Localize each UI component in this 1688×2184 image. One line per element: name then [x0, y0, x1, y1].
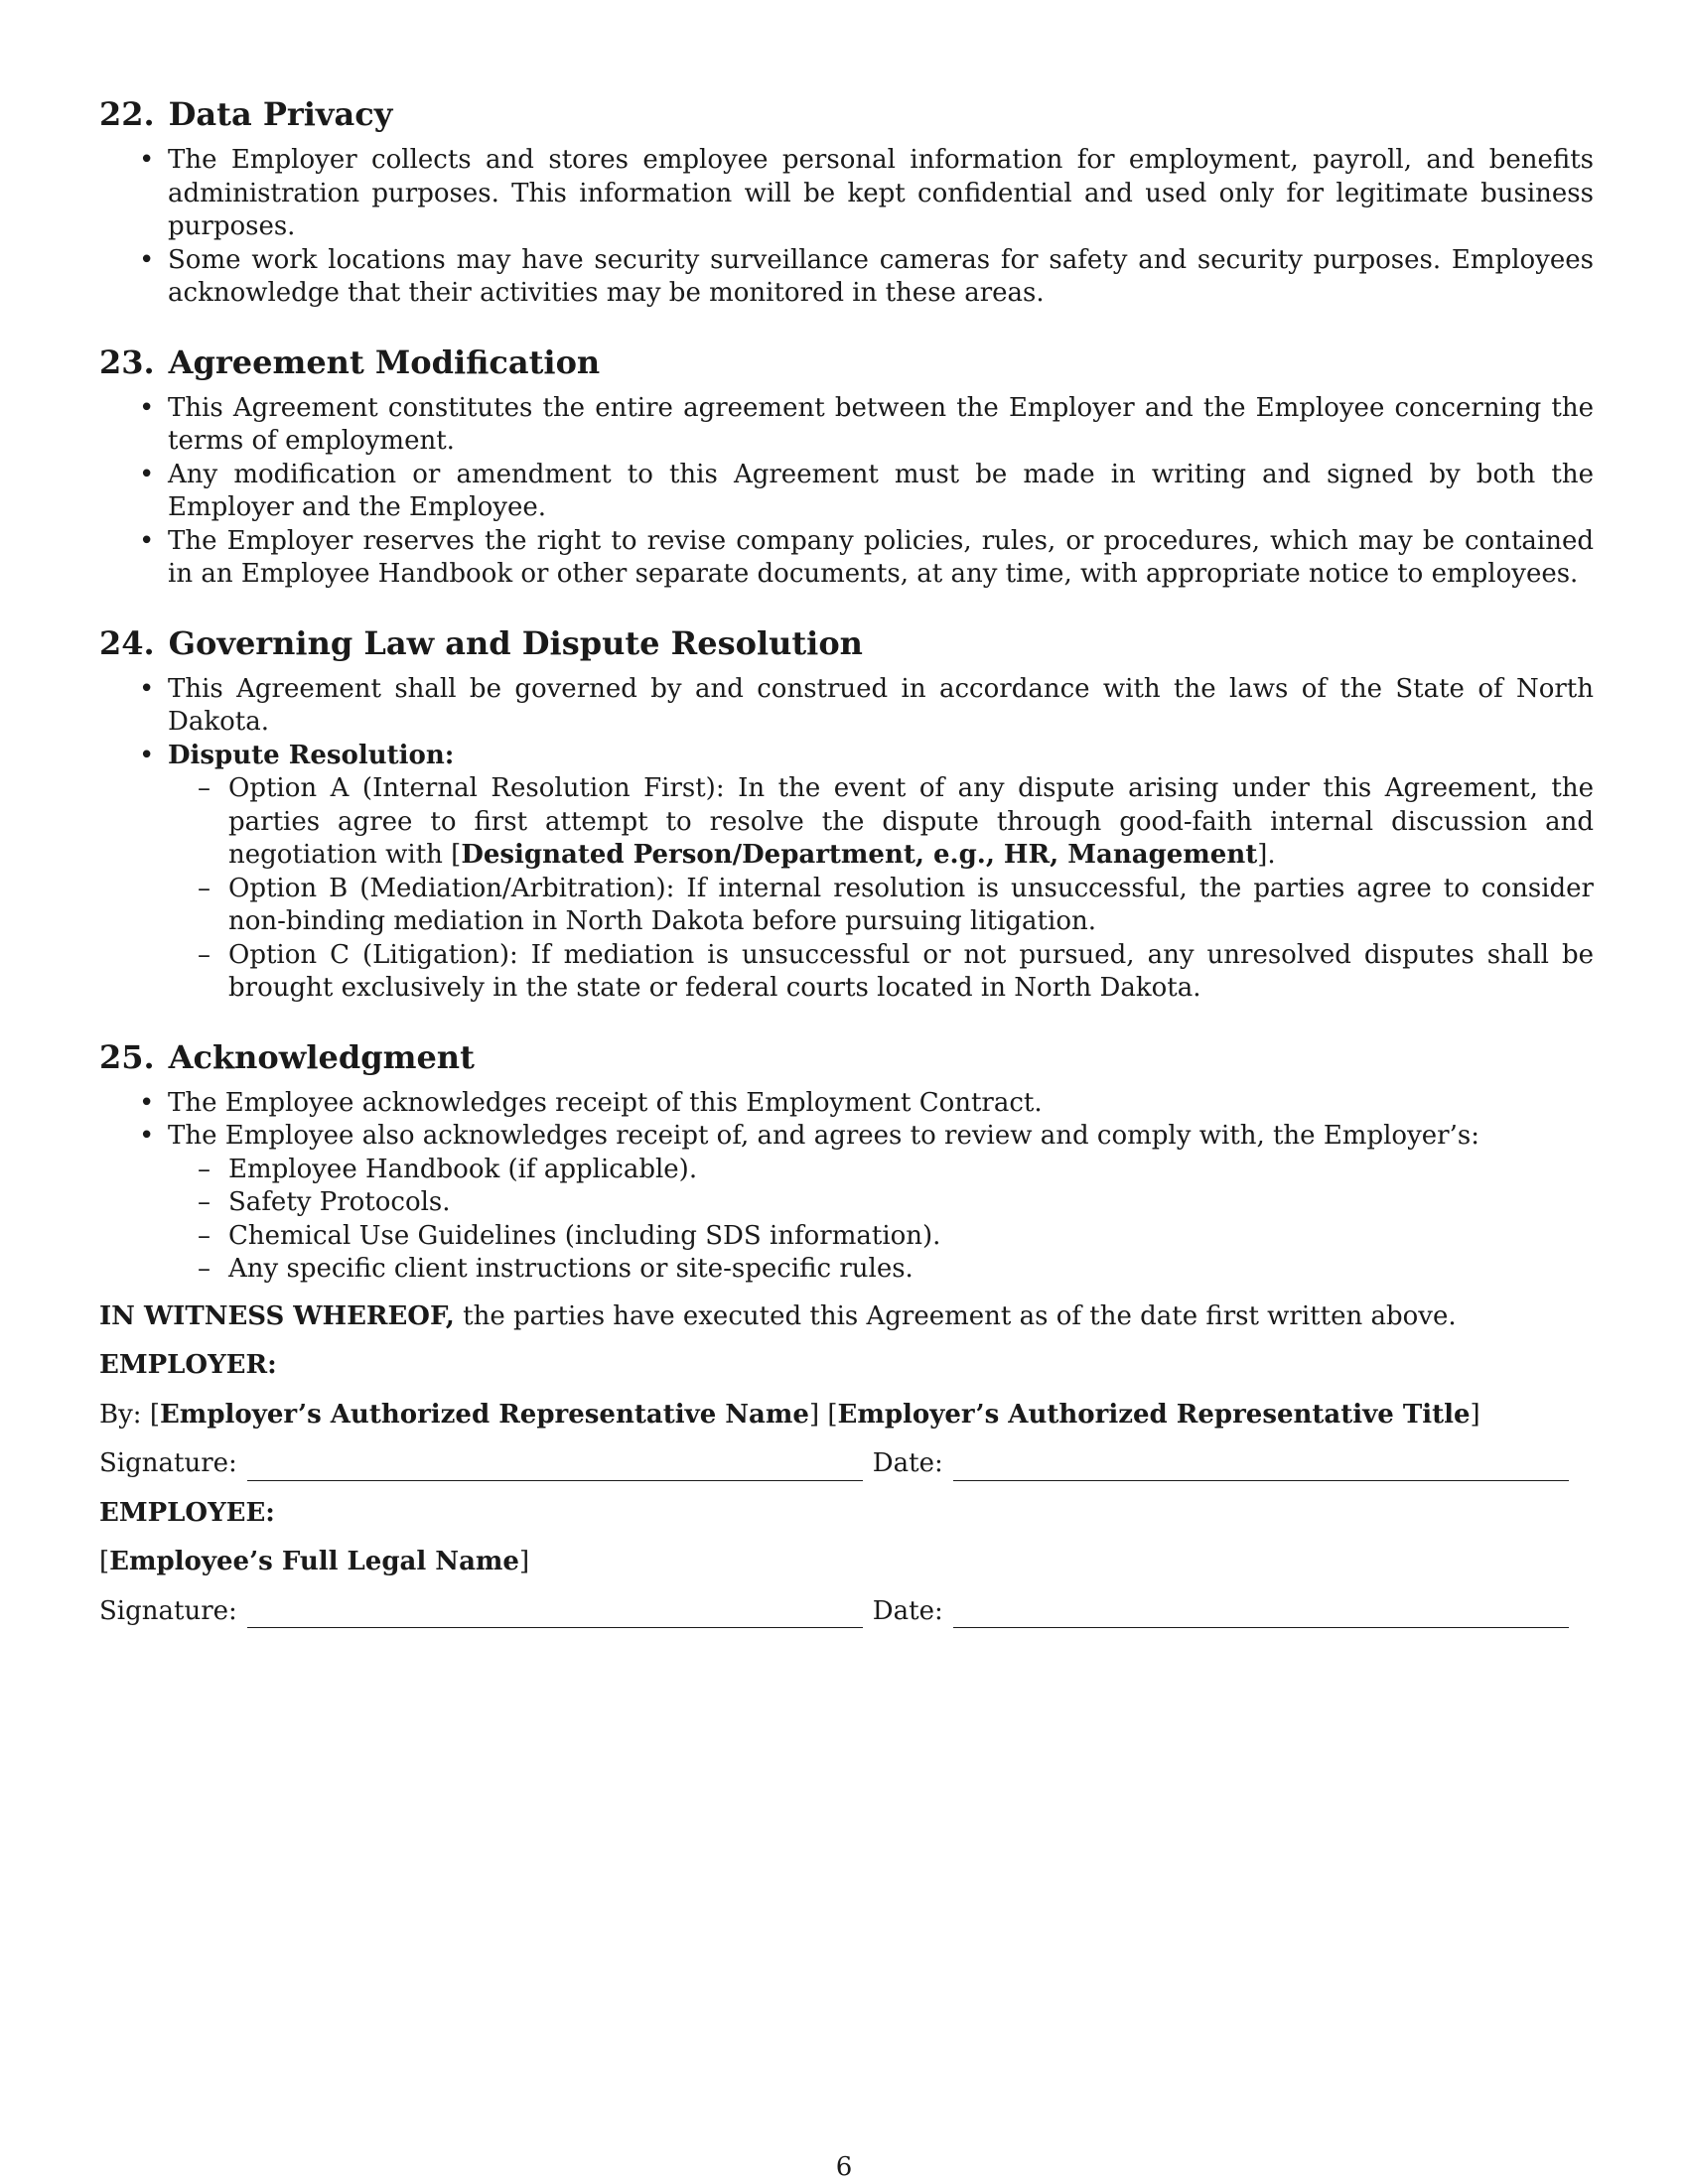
designated-person-placeholder: Designated Person/Department, e.g., HR, Management: [461, 840, 1258, 870]
document-body: [99, 94, 1594, 1644]
list-item: • Any modification or amendment to this Agreement must be made in writing and signed by both the Employer and the Employee.: [99, 459, 1594, 525]
bullet-list: [99, 673, 1594, 1006]
employer-date-field[interactable]: [953, 1454, 1569, 1481]
section-25: [99, 1037, 1594, 1287]
sub-list-item: – Option A (Internal Resolution First): In the event of any dispute arising under this Agreement, the parties agree to first attempt to resolve the dispute through good-faith internal discussion and negotiation with [Designated Person/Department, e.g., HR, Management].: [168, 772, 1594, 873]
employer-signature-field[interactable]: [247, 1454, 863, 1481]
section-22: [99, 94, 1594, 311]
section-heading: 22. Data Privacy: [99, 95, 393, 133]
signature-label: Signature:: [99, 1595, 237, 1626]
employee-date-field[interactable]: [953, 1601, 1569, 1628]
signature-label: Signature:: [99, 1448, 237, 1478]
sub-list-item: – Option C (Litigation): If mediation is unsuccessful or not pursued, any unresolved disputes shall be brought exclusively in the state or federal courts located in North Dakota.: [168, 939, 1594, 1006]
employee-label: EMPLOYEE:: [99, 1497, 275, 1528]
bullet-list: [99, 392, 1594, 592]
section-heading: 25. Acknowledgment: [99, 1037, 475, 1076]
bullet-list: [99, 1087, 1594, 1287]
dispute-resolution-label: Dispute Resolution:: [168, 740, 455, 770]
bullet-list: [99, 144, 1594, 311]
date-label: Date:: [872, 1448, 943, 1478]
employee-signature-row: [99, 1595, 1594, 1629]
list-item: • Some work locations may have security surveillance cameras for safety and security purposes. Employees acknowledge that their activities may be monitored in these areas.: [99, 244, 1594, 311]
employee-name-line: [Employee’s Full Legal Name]: [99, 1547, 530, 1576]
list-item: [99, 740, 1594, 1006]
section-23: [99, 342, 1594, 592]
date-label: Date:: [872, 1595, 943, 1626]
list-item: • The Employee also acknowledges receipt of, and agrees to review and comply with, the Employer’s: – Employee Handbook (if applicable). – Safety Protocols. – Chemical Use Guidelines (including SDS information). – Any specific client instructions or site-specific rules.: [99, 1120, 1594, 1287]
section-heading: 24. Governing Law and Dispute Resolution: [99, 623, 863, 662]
employer-rep-title: Employer’s Authorized Representative Title: [837, 1399, 1471, 1430]
witness-statement: IN WITNESS WHEREOF, the parties have executed this Agreement as of the date first written above.: [99, 1300, 1457, 1331]
employer-signature-row: [99, 1447, 1594, 1481]
list-item: • This Agreement shall be governed by and construed in accordance with the laws of the State of North Dakota.: [99, 673, 1594, 740]
employer-by-line: By: [Employer’s Authorized Representative Name] [Employer’s Authorized Representative Title]: [99, 1399, 1480, 1430]
list-item: • The Employee acknowledges receipt of this Employment Contract.: [99, 1087, 1594, 1121]
sub-list: [168, 772, 1594, 1006]
sub-list-item: – Safety Protocols.: [168, 1186, 1594, 1220]
employee-signature-field[interactable]: [247, 1601, 863, 1628]
list-item: • The Employer collects and stores employee personal information for employment, payroll, and benefits administration purposes. This information will be kept confidential and used only for legitimate business purposes.: [99, 144, 1594, 244]
sub-list-item: – Chemical Use Guidelines (including SDS information).: [168, 1220, 1594, 1254]
employee-full-name: Employee’s Full Legal Name: [109, 1547, 519, 1576]
employer-label: EMPLOYER:: [99, 1350, 277, 1380]
list-item: • This Agreement constitutes the entire agreement between the Employer and the Employee concerning the terms of employment.: [99, 392, 1594, 459]
sub-list-item: – Employee Handbook (if applicable).: [168, 1154, 1594, 1187]
sub-list-item: – Any specific client instructions or site-specific rules.: [168, 1253, 1594, 1287]
page-number: 6: [835, 2152, 853, 2182]
list-item: • The Employer reserves the right to revise company policies, rules, or procedures, which may be contained in an Employee Handbook or other separate documents, at any time, with appropriate notice to employees.: [99, 525, 1594, 592]
sub-list-item: – Option B (Mediation/Arbitration): If internal resolution is unsuccessful, the parties agree to consider non-binding mediation in North Dakota before pursuing litigation.: [168, 873, 1594, 939]
section-24: [99, 623, 1594, 1006]
sub-list: [168, 1154, 1594, 1287]
section-heading: 23. Agreement Modification: [99, 342, 601, 381]
employer-rep-name: Employer’s Authorized Representative Name: [159, 1399, 809, 1430]
